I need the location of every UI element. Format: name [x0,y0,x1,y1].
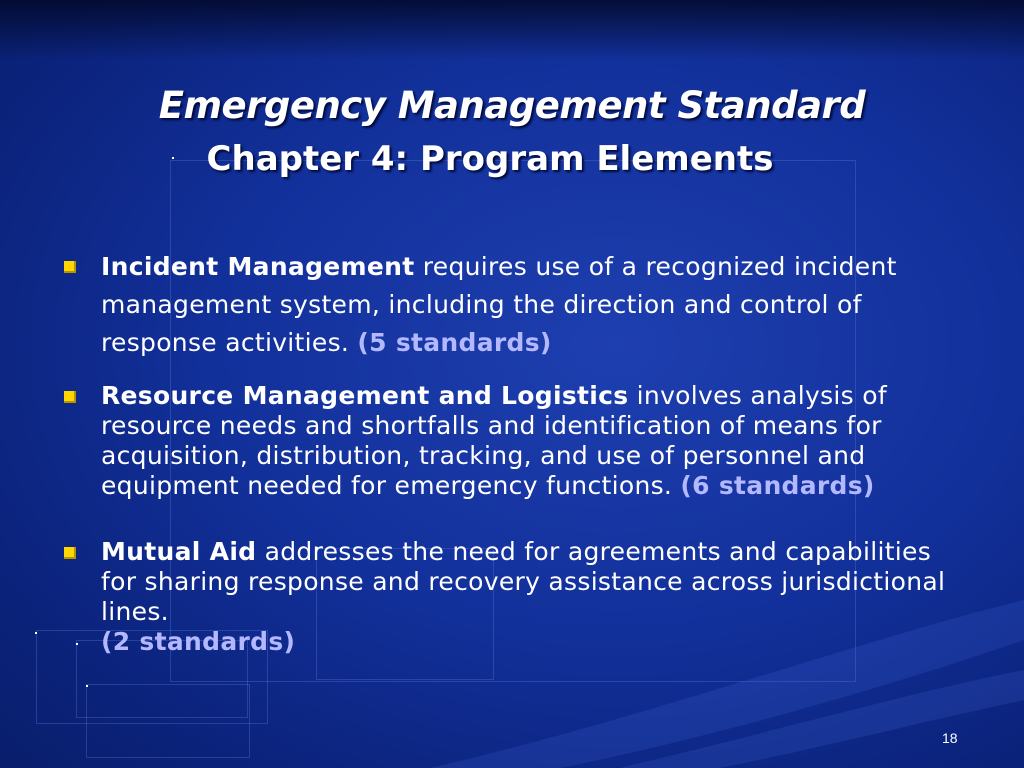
title-line-1: Emergency Management Standard [158,84,866,127]
bullet-body: requires use of a recognized incident management system, including the direction and control of response activities. [101,252,897,357]
slide-title [0,78,1024,184]
bullet-lead: Resource Management and Logistics [101,381,629,410]
standards-count: (6 standards) [680,471,875,500]
bullet-list [62,248,962,657]
decorative-outline [86,684,250,758]
square-bullet-icon [64,261,76,273]
decorative-dot [86,685,88,687]
bullet-lead: Mutual Aid [101,537,257,566]
decorative-dot [35,632,37,634]
bullet-item-incident-management [62,248,962,362]
title-line-2: Chapter 4: Program Elements [206,139,774,179]
bullet-body: involves analysis of resource needs and shortfalls and identification of means for acquisition, distribution, tracking, and use of personnel and equipment needed for emergency functions. [101,381,887,500]
square-bullet-icon [64,547,76,559]
bullet-item-resource-management [62,381,962,501]
square-bullet-icon [64,391,76,403]
bullet-body: addresses the need for agreements and capabilities for sharing response and recovery assistance across jurisdictional lines. [101,537,946,626]
bullet-item-mutual-aid [62,537,962,657]
bullet-lead: Incident Management [101,252,415,281]
standards-count: (2 standards) [101,627,296,656]
standards-count: (5 standards) [357,328,552,357]
page-number: 18 [942,730,958,746]
